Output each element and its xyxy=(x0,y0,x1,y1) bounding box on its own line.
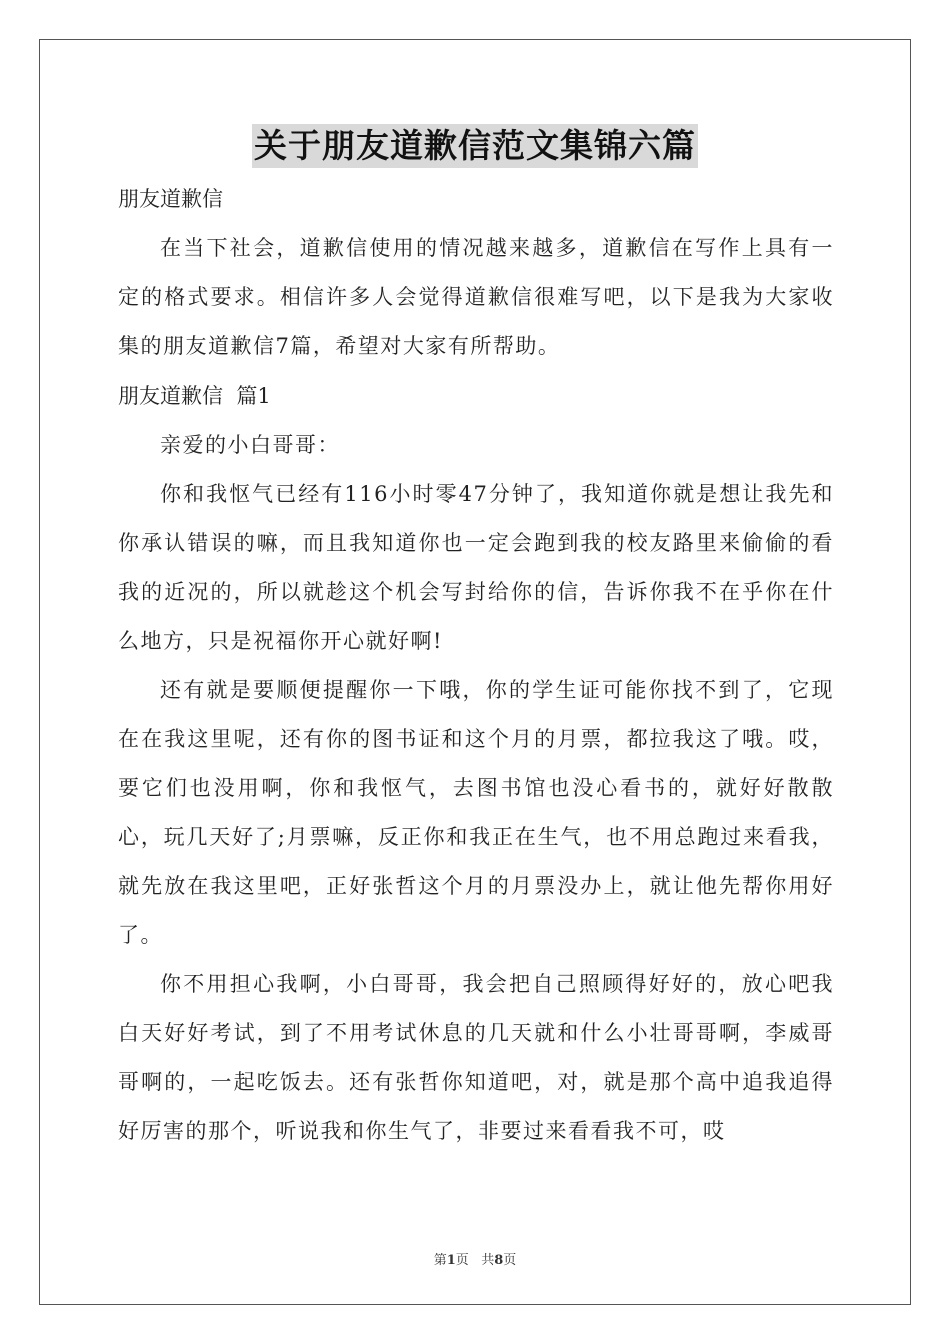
letter-paragraph: 你和我怄气已经有116小时零47分钟了，我知道你就是想让我先和你承认错误的嘛，而且我知道你也一定会跑到我的校友路里来偷偷的看我的近况的，所以就趁这个机会写封给你的信，告诉你我不在乎你在什么地方，只是祝福你开心就好啊! xyxy=(118,482,834,653)
footer-page-mid: 页 共 xyxy=(455,1253,495,1268)
footer-current-page: 1 xyxy=(446,1253,456,1268)
page-footer xyxy=(0,1249,950,1268)
footer-page-suffix: 页 xyxy=(503,1253,517,1268)
title-wrap xyxy=(0,124,950,168)
document-body xyxy=(118,174,834,1156)
letter-paragraph: 你不用担心我啊，小白哥哥，我会把自己照顾得好好的，放心吧我白天好好考试，到了不用考试休息的几天就和什么小壮哥哥啊，李威哥哥啊的，一起吃饭去。还有张哲你知道吧，对，就是那个高中追我追得好厉害的那个，听说我和你生气了，非要过来看看我不可，哎 xyxy=(118,972,834,1143)
letter-salutation: 亲爱的小白哥哥： xyxy=(160,433,340,457)
intro-heading: 朋友道歉信 xyxy=(118,187,223,211)
letter-paragraph: 还有就是要顺便提醒你一下哦，你的学生证可能你找不到了，它现在在我这里呢，还有你的图书证和这个月的月票，都拉我这了哦。哎，要它们也没用啊，你和我怄气，去图书馆也没心看书的，就好好散散心，玩几天好了;月票嘛，反正你和我正在生气，也不用总跑过来看我，就先放在我这里吧，正好张哲这个月的月票没办上，就让他先帮你用好了。 xyxy=(118,678,834,947)
intro-paragraph: 在当下社会，道歉信使用的情况越来越多，道歉信在写作上具有一定的格式要求。相信许多人会觉得道歉信很难写吧，以下是我为大家收集的朋友道歉信7篇，希望对大家有所帮助。 xyxy=(118,236,834,358)
document-title: 关于朋友道歉信范文集锦六篇 xyxy=(252,124,698,168)
footer-page-prefix: 第 xyxy=(433,1253,447,1268)
footer-total-pages: 8 xyxy=(494,1253,504,1268)
section-heading: 朋友道歉信 篇1 xyxy=(118,384,271,408)
